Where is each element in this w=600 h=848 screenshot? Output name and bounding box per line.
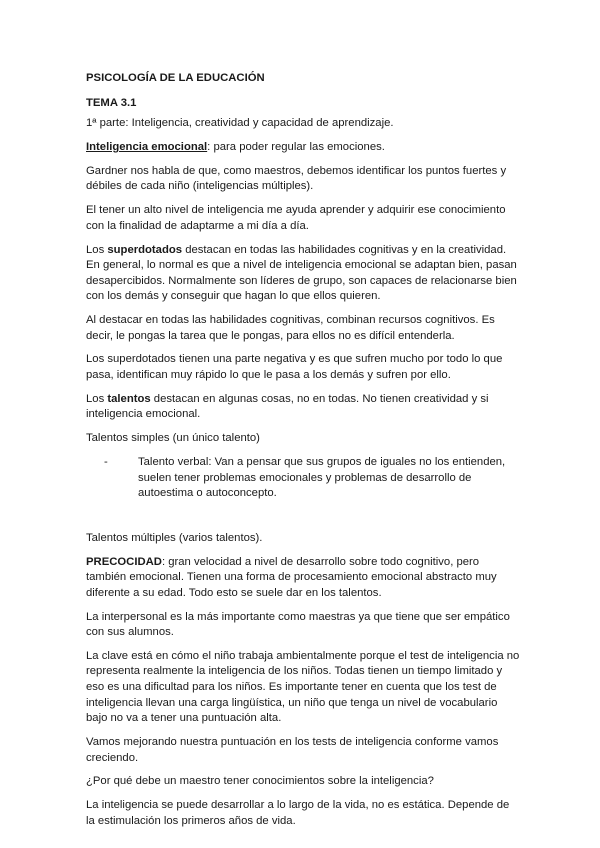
interpersonal-paragraph: La interpersonal es la más importante como maestras ya que tiene que ser empático con sus alumnos. [86,610,510,639]
precocity-term: PRECOCIDAD [86,555,162,568]
gifted-text: destacan en todas las habilidades cognitivas y en la creatividad. En general, lo normal es que a nivel de inteligencia emocional se adaptan bien, pasan desapercibidos. Normalmente son líderes de grupo, son capaces de relacionarse bien con los demás y conseguir que hagan lo que ellos quieren. [86,243,517,303]
precocity-paragraph [86,555,520,602]
list-item-text: Talento verbal: Van a pensar que sus grupos de iguales no los entienden, suelen tener problemas emocionales y problemas de desarrollo de autoestima o autoconcepto. [138,455,506,500]
gifted-prefix: Los [86,243,108,256]
list-item [86,455,520,502]
final-paragraph: La inteligencia se puede desarrollar a lo largo de la vida, no es estática. Depende de la estimulación los primeros años de vida. [86,799,510,827]
gifted-paragraph [86,243,520,305]
document-title: PSICOLOGÍA DE LA EDUCACIÓN [86,72,265,84]
gifted-term: superdotados [107,243,183,256]
intro-paragraph: 1ª parte: Inteligencia, creatividad y capacidad de aprendizaje. [86,117,394,130]
talents-prefix: Los [86,392,108,405]
talent-list [86,455,520,502]
talents-paragraph [86,392,520,423]
emotional-intelligence-term: Inteligencia emocional [86,140,208,153]
question-paragraph: ¿Por qué debe un maestro tener conocimientos sobre la inteligencia? [86,775,434,788]
talents-term: talentos [107,392,151,405]
multiple-talents-paragraph: Talentos múltiples (varios talentos). [86,531,263,544]
key-paragraph: La clave está en cómo el niño trabaja ambientalmente porque el test de inteligencia no representa realmente la inteligencia de los niños. Todas tienen un tiempo limitado y eso es una dificultad para los niños. Es importante tener en cuenta que los test de inteligencia llevan una carga lingüística, un niño que tenga un nivel de vocabulario bajo no va a tener una puntuación alta. [86,649,520,725]
improvement-paragraph: Vamos mejorando nuestra puntuación en los tests de inteligencia conforme vamos creciendo. [86,736,499,764]
emotional-intelligence-paragraph [86,140,520,156]
intelligence-level-paragraph: El tener un alto nivel de inteligencia me ayuda aprender y adquirir ese conocimiento con la finalidad de adaptarme a mi día a día. [86,204,506,232]
emotional-intelligence-text: : para poder regular las emociones. [207,140,385,153]
cognitive-skills-paragraph: Al destacar en todas las habilidades cognitivas, combinan recursos cognitivos. Es decir, le pongas la tarea que le pongas, para ellos no es difícil entenderla. [86,314,495,342]
list-bullet: - [104,455,108,468]
gifted-negative-paragraph: Los superdotados tienen una parte negativa y es que sufren mucho por todo lo que pasa, identifican muy rápido lo que le pasa a los demás y sufren por ello. [86,353,503,382]
precocity-text: : gran velocidad a nivel de desarrollo sobre todo cognitivo, pero también emocional. Tienen una forma de procesamiento emocional abstracto muy diferente a su edad. Todo esto se suele dar en los talentos. [86,555,497,599]
simple-talents-paragraph: Talentos simples (un único talento) [86,432,260,445]
gardner-paragraph: Gardner nos habla de que, como maestros, debemos identificar los puntos fuertes y débiles de cada niño (inteligencias múltiples). [86,164,507,193]
document-subtitle: TEMA 3.1 [86,96,137,109]
blank-line [86,510,520,531]
talents-text: destacan en algunas cosas, no en todas. No tienen creatividad y si inteligencia emocional. [86,392,489,421]
